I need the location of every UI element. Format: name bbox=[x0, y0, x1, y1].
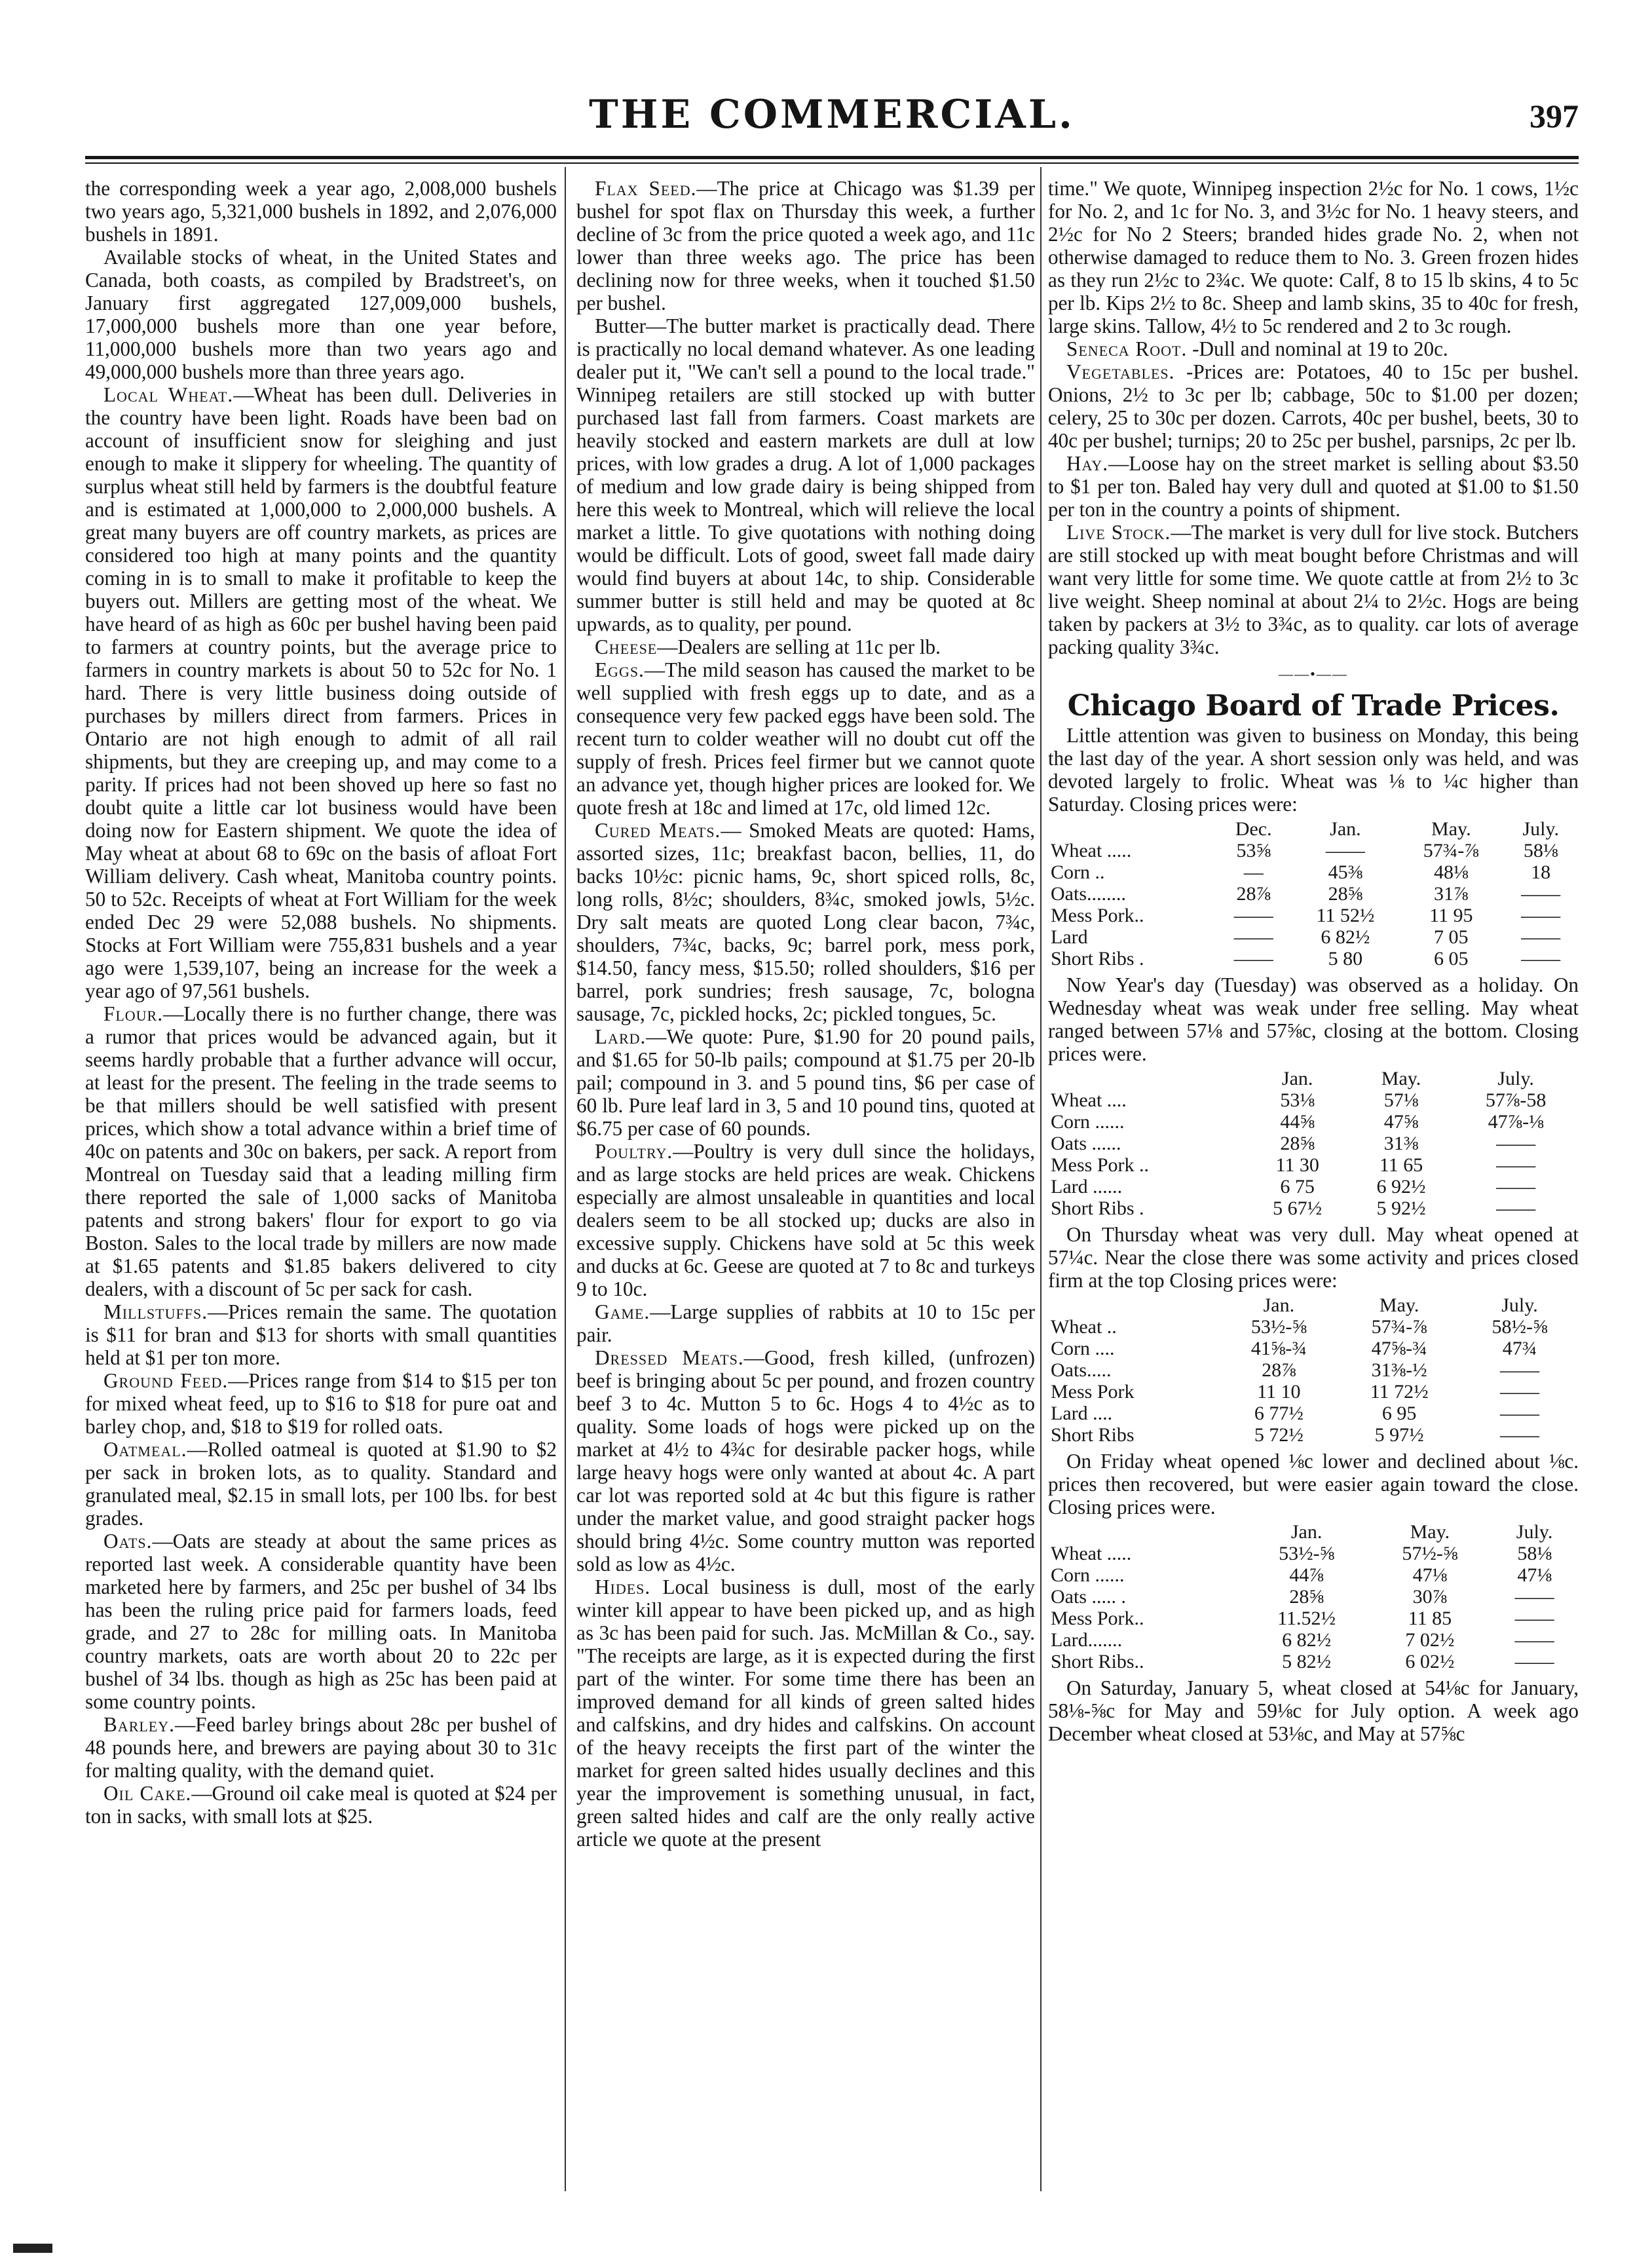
price-cell: —— bbox=[1514, 1629, 1554, 1651]
price-cell: 11 52½ bbox=[1316, 905, 1375, 926]
price-cell: 58⅛ bbox=[1523, 840, 1558, 861]
commodity-label: Mess Pork.. bbox=[1051, 1608, 1144, 1629]
commodity-label: Lard....... bbox=[1051, 1629, 1123, 1651]
item-label: Butter bbox=[595, 314, 646, 337]
table-row bbox=[1048, 1197, 1579, 1219]
paragraph: time." We quote, Winnipeg inspection 2½c for No. 1 cows, 1½c for No. 2, and 1c for No. 3, and 3½c for No. 1 heavy steers, and 2½c for No 2 Steers; branded hides grade No. 2, when not otherwise damaged to reduce them to No. 3. Green frozen hides as they run 2½c to 2¾c. We quote: Calf, 8 to 15 lb skins, 4 to 5c per lb. Kips 2½ to 8c. Sheep and lamb skins, 35 to 40c for fresh, large skins. Tallow, 4½ to 5c rendered and 2 to 3c rough. bbox=[1048, 177, 1579, 337]
commodity-label: Mess Pork bbox=[1051, 1381, 1135, 1403]
commodity-label: Corn .... bbox=[1051, 1338, 1115, 1359]
price-cell: 11.52½ bbox=[1277, 1608, 1336, 1629]
price-cell: 28⅞ bbox=[1236, 883, 1271, 905]
item-text: —Poultry is very dull since the holidays, and as large stocks are held prices are weak. Chickens especially are almost unsaleable in quantities and local dealers seem to be all stocked up; ducks are also in excessive supply. Chickens have sold at 5c this week and ducks at 6c. Geese are quoted at 7 to 8c and turkeys 9 to 10c. bbox=[576, 1140, 1035, 1300]
table-header-row bbox=[1048, 1068, 1579, 1089]
item-label: Local Wheat. bbox=[103, 383, 234, 406]
price-cell: 57¾-⅞ bbox=[1371, 1316, 1427, 1338]
item-text: —We quote: Pure, $1.90 for 20 pound pails, and $1.65 for 50-lb pails; compound at $1.75 per 20-lb pail; compound in 3. and 5 pound tins, $6 per case of 60 lb. Pure leaf lard in 3, 5 and 10 pound tins, quoted at $6.75 per case of 60 pounds. bbox=[576, 1025, 1035, 1140]
item-text: —Prices remain the same. The quotation is $11 for bran and $13 for shorts with small quantities held at $1 per ton more. bbox=[85, 1300, 557, 1369]
commodity-label: Corn ...... bbox=[1051, 1564, 1125, 1586]
column-header: May. bbox=[1410, 1521, 1450, 1543]
market-item-flax-seed bbox=[576, 177, 1035, 314]
commodity-label: Wheat ..... bbox=[1051, 1543, 1132, 1564]
item-text: —The market is very dull for live stock. Butchers are still stocked up with meat bought before Christmas and will want very little for some time. We quote cattle at from 2½ to 3c live weight. Sheep nominal at about 2¼ to 2½c. Hogs are being taken by packers at 3½ to 3¾c, as to quality. car lots of average packing quality 3¾c. bbox=[1048, 521, 1579, 658]
item-text: —Locally there is no further change, there was a rumor that prices would be advanced again, but it seems hardly probable that a further advance will occur, at least for the present. The feeling in the trade seems to be that millers should be well satisfied with present prices, which show a total advance within a brief time of 40c on patents and 30c on bakers, per sack. A report from Montreal on Tuesday said that a leading milling firm there reported the sale of 1,000 sacks of Manitoba patents and strong bakers' flour for export to go via Boston. Sales to the local trade by millers are now made at $1.65 patents and $1.85 bakers delivered to city dealers, with a discount of 5c per sack for cash. bbox=[85, 1002, 557, 1300]
column-header bbox=[1048, 818, 1216, 840]
column-header: July. bbox=[1497, 1068, 1534, 1089]
item-label: Ground Feed. bbox=[103, 1369, 229, 1392]
table-row bbox=[1048, 1608, 1579, 1629]
commodity-label: Wheat .... bbox=[1051, 1089, 1127, 1111]
price-cell: 11 95 bbox=[1429, 905, 1473, 926]
price-cell: 5 80 bbox=[1328, 948, 1363, 970]
item-text: —Wheat has been dull. Deliveries in the country have been light. Roads have been bad on account of insufficient snow for sleighing and just enough to make it slippery for wheeling. The quantity of surplus wheat still held by farmers is the doubtful feature and is estimated at 1,000,000 to 2,000,000 bushels. A great many buyers are off country markets, as prices are considered too high at many points and the quantity coming in is to small to make it profitable to keep the buyers out. Millers are getting most of the wheat. We have heard of as high as 60c per bushel having been paid to farmers at country points, but the average price to farmers in country markets is about 50 to 52c for No. 1 hard. There is very little business doing outside of purchases by millers direct from farmers. Prices in Ontario are not high enough to admit of all rail shipments, but they are creeping up, and may come to a parity. If prices had not been shoved up here so fast no doubt quite a little car lot business would have been doing now for Eastern shipment. We quote the idea of May wheat at about 68 to 69c on the basis of afloat Fort William delivery. Cash wheat, Manitoba country points. 50 to 52c. Receipts of wheat at Fort William for the week ended Dec 29 were 52,088 bushels. No shipments. Stocks at Fort William were 755,831 bushels and a year ago were 1,539,107, being an increase for the week a year ago of 97,561 bushels. bbox=[85, 383, 557, 1002]
item-label: Oil Cake. bbox=[103, 1782, 192, 1805]
table-row bbox=[1048, 1154, 1579, 1176]
table-row bbox=[1048, 1543, 1579, 1564]
table-row bbox=[1048, 1651, 1579, 1672]
price-cell: 6 77½ bbox=[1254, 1403, 1304, 1424]
item-label: Oats. bbox=[103, 1530, 153, 1553]
price-cell: 5 92½ bbox=[1376, 1197, 1426, 1219]
market-item-ground-feed bbox=[85, 1369, 557, 1438]
item-text: —Good, fresh killed, (unfrozen) beef is bringing about 5c per pound, and frozen country beef 3 to 4c. Mutton 5 to 6c. Hogs 4 to 4½c as to quality. Some loads of hogs were picked up on the market at 4½ to 4¾c for desirable packer hogs, while large heavy hogs were only wanted at about 4c. A part car lot was reported sold at 4c but this figure is rather under the market value, and good straight packer hogs should bring 4½c. Some country mutton was reported sold as low as 4½c. bbox=[576, 1346, 1035, 1575]
column-header: Jan. bbox=[1281, 1068, 1313, 1089]
price-cell: 47⅛ bbox=[1412, 1564, 1448, 1586]
table-row bbox=[1048, 1381, 1579, 1403]
market-item-millstuffs bbox=[85, 1300, 557, 1369]
column-header: Jan. bbox=[1330, 818, 1361, 840]
price-cell: —— bbox=[1496, 1154, 1536, 1176]
price-cell: —— bbox=[1499, 1381, 1539, 1403]
commodity-label: Corn ...... bbox=[1051, 1111, 1125, 1133]
commodity-label: Lard .... bbox=[1051, 1403, 1113, 1424]
price-cell: 47¾ bbox=[1502, 1338, 1537, 1359]
price-cell: —— bbox=[1521, 883, 1561, 905]
price-cell: —— bbox=[1521, 926, 1561, 948]
price-cell: 57¾-⅞ bbox=[1423, 840, 1479, 861]
column-header: July. bbox=[1522, 818, 1559, 840]
price-cell: 45⅜ bbox=[1328, 861, 1363, 883]
price-cell: —— bbox=[1514, 1586, 1554, 1608]
market-item-game bbox=[576, 1300, 1035, 1346]
table-row bbox=[1048, 1338, 1579, 1359]
market-item-dressed-meats bbox=[576, 1346, 1035, 1575]
table-row bbox=[1048, 926, 1579, 948]
item-text: —Rolled oatmeal is quoted at $1.90 to $2 per sack in broken lots, as to quality. Standard and granulated meal, $2.15 in small lots, per 100 lbs. for best grades. bbox=[85, 1438, 557, 1530]
item-text: —Ground oil cake meal is quoted at $24 per ton in sacks, with small lots at $25. bbox=[85, 1782, 557, 1828]
price-cell: —— bbox=[1325, 840, 1365, 861]
item-text: -Prices are: Potatoes, 40 to 15c per bushel. Onions, 2½ to 3c per lb; cabbage, 50c to $1.00 per dozen; celery, 25 to 30c per dozen. Carrots, 40c per bushel, beets, 30 to 40c per bushel; turnips; 20 to 25c per bushel, parsnips, 2c per lb. bbox=[1048, 360, 1579, 452]
commodity-label: Oats..... bbox=[1051, 1359, 1112, 1381]
publication-title: THE COMMERCIAL. bbox=[589, 92, 1075, 138]
market-item-seneca-root bbox=[1048, 337, 1579, 360]
item-text: Local business is dull, most of the early winter kill appear to have been picked up, and as high as 3c has been paid for such. Jas. McMillan & Co., say. "The receipts are large, as it is expected during the first part of the winter. For some time there has been an improved demand for all kinds of green salted hides and calfskins, and dry hides and calfskins. On account of the heavy receipts the first part of the winter the market for green salted hides usually declines and this year the improvement is something unusual, in fact, green salted hides and calf are the only really active article we quote at the present bbox=[576, 1575, 1036, 1851]
price-cell: 58⅛ bbox=[1517, 1543, 1552, 1564]
price-cell: 7 02½ bbox=[1405, 1629, 1455, 1651]
column-rule-2 bbox=[1040, 167, 1042, 2191]
price-cell: —— bbox=[1514, 1651, 1554, 1672]
price-cell: 11 85 bbox=[1408, 1608, 1452, 1629]
price-cell: —— bbox=[1499, 1424, 1539, 1446]
column-header: July. bbox=[1516, 1521, 1553, 1543]
section-heading: Chicago Board of Trade Prices. bbox=[1067, 689, 1560, 723]
column-header: May. bbox=[1381, 1068, 1421, 1089]
item-label: Cheese bbox=[595, 635, 658, 658]
price-cell: —— bbox=[1521, 948, 1561, 970]
price-cell: 53⅛ bbox=[1280, 1089, 1315, 1111]
table-row bbox=[1048, 1316, 1579, 1338]
commodity-label: Lard ...... bbox=[1051, 1176, 1123, 1197]
price-cell: 11 65 bbox=[1379, 1154, 1423, 1176]
price-cell: 57⅞-58 bbox=[1485, 1089, 1547, 1111]
page-number: 397 bbox=[1530, 98, 1579, 134]
price-cell: 28⅝ bbox=[1289, 1586, 1324, 1608]
price-cell: 48⅛ bbox=[1434, 861, 1469, 883]
price-cell: 6 82½ bbox=[1282, 1629, 1332, 1651]
price-cell: 31⅜-½ bbox=[1371, 1359, 1427, 1381]
market-item-flour bbox=[85, 1002, 557, 1300]
commodity-label: Oats........ bbox=[1051, 883, 1126, 905]
table-header-row bbox=[1048, 1294, 1579, 1316]
table-row bbox=[1048, 1111, 1579, 1133]
market-item-hay bbox=[1048, 452, 1579, 521]
column-2 bbox=[576, 177, 1035, 1851]
market-item-eggs bbox=[576, 658, 1035, 819]
column-3 bbox=[1048, 177, 1579, 1745]
price-cell: 11 30 bbox=[1275, 1154, 1319, 1176]
paragraph: On Saturday, January 5, wheat closed at 54⅛c for January, 58⅛-⅝c for May and 59⅛c for July option. A week ago December wheat closed at 53⅛c, and May at 57⅝c bbox=[1048, 1676, 1579, 1745]
market-item-poultry bbox=[576, 1140, 1035, 1300]
table-row bbox=[1048, 1424, 1579, 1446]
item-text: —The price at Chicago was $1.39 per bushel for spot flax on Thursday this week, a further decline of 3c from the price quoted a week ago, and 11c lower than three weeks ago. The price has been declining now for three weeks, when it touched $1.50 per bushel. bbox=[576, 177, 1035, 314]
price-cell: 53½-⅝ bbox=[1250, 1316, 1307, 1338]
item-label: Barley. bbox=[103, 1713, 175, 1736]
price-cell: — bbox=[1243, 861, 1264, 883]
item-text: —Loose hay on the street market is selling about $3.50 to $1 per ton. Baled hay very dull and quoted at $1.00 to $1.50 per ton in the country a points of shipment. bbox=[1048, 452, 1579, 521]
market-item-oatmeal bbox=[85, 1438, 557, 1530]
price-cell: —— bbox=[1233, 905, 1273, 926]
column-header: May. bbox=[1379, 1294, 1419, 1316]
price-cell: —— bbox=[1233, 948, 1273, 970]
column-header: May. bbox=[1431, 818, 1471, 840]
commodity-label: Short Ribs . bbox=[1051, 948, 1144, 970]
paragraph: On Thursday wheat was very dull. May wheat opened at 57¼c. Near the close there was some activity and prices closed firm at the top Closing prices were: bbox=[1048, 1223, 1579, 1292]
item-label: Hay. bbox=[1066, 452, 1109, 475]
price-table-wednesday bbox=[1048, 1068, 1579, 1219]
price-cell: 6 05 bbox=[1434, 948, 1469, 970]
table-row bbox=[1048, 1089, 1579, 1111]
market-item-butter bbox=[576, 314, 1035, 635]
price-cell: 47⅝ bbox=[1383, 1111, 1419, 1133]
price-cell: —— bbox=[1499, 1403, 1539, 1424]
paragraph: On Friday wheat opened ⅛c lower and declined about ⅛c. prices then recovered, but were easier again toward the close. Closing prices were. bbox=[1048, 1450, 1579, 1518]
price-cell: 44⅝ bbox=[1280, 1111, 1315, 1133]
price-cell: 30⅞ bbox=[1412, 1586, 1448, 1608]
item-label: Game. bbox=[595, 1300, 650, 1323]
item-label: Poultry. bbox=[595, 1140, 673, 1163]
item-text: —Prices range from $14 to $15 per ton for mixed wheat feed, up to $16 to $18 for pure oat and barley chop, and, $18 to $19 for rolled oats. bbox=[85, 1369, 557, 1438]
price-cell: 6 95 bbox=[1381, 1403, 1417, 1424]
column-header: Dec. bbox=[1235, 818, 1272, 840]
price-cell: 47⅞-⅛ bbox=[1488, 1111, 1544, 1133]
market-item-oil-cake bbox=[85, 1782, 557, 1828]
column-header bbox=[1048, 1294, 1220, 1316]
paragraph: the corresponding week a year ago, 2,008,000 bushels two years ago, 5,321,000 bushels in 1892, and 2,076,000 bushels in 1891. bbox=[85, 177, 557, 246]
table-header-row bbox=[1048, 818, 1579, 840]
item-label: Flour. bbox=[103, 1002, 164, 1025]
price-cell: —— bbox=[1514, 1608, 1554, 1629]
price-cell: 58½-⅝ bbox=[1492, 1316, 1548, 1338]
commodity-label: Wheat .. bbox=[1051, 1316, 1117, 1338]
table-row bbox=[1048, 1586, 1579, 1608]
table-row bbox=[1048, 840, 1579, 861]
price-cell: —— bbox=[1499, 1359, 1539, 1381]
item-text: —The butter market is practically dead. There is practically no local demand whatever. As one leading dealer put it, "We can't sell a pound to the local trade." Winnipeg retailers are still stocked up with butter purchased last fall from farmers. Coast markets are heavily stocked and eastern markets are dull at low prices, with low grades a drug. A lot of 1,000 packages of medium and low grade dairy is being shipped from here this week to Montreal, which will relieve the local market a little. To give quotations with nothing doing would be difficult. Lots of good, sweet fall made dairy would find buyers at about 14c, to ship. Considerable summer butter is still held and may be quoted at 8c upwards, as to quality, per pound. bbox=[576, 314, 1035, 635]
item-text: —Large supplies of rabbits at 10 to 15c per pair. bbox=[576, 1300, 1035, 1346]
item-label: Lard. bbox=[595, 1025, 647, 1048]
table-row bbox=[1048, 1403, 1579, 1424]
masthead bbox=[85, 92, 1579, 151]
price-cell: 5 97½ bbox=[1374, 1424, 1424, 1446]
price-cell: 41⅝-¾ bbox=[1250, 1338, 1307, 1359]
header-rule-thin bbox=[85, 162, 1579, 164]
column-rule-1 bbox=[565, 167, 566, 2191]
paragraph: Little attention was given to business on Monday, this being the last day of the year. A short session only was held, and was devoted largely to frolic. Wheat was ⅛ to ¼c higher than Saturday. Closing prices were: bbox=[1048, 724, 1579, 816]
price-cell: —— bbox=[1496, 1133, 1536, 1154]
price-cell: 28⅞ bbox=[1262, 1359, 1296, 1381]
commodity-label: Lard bbox=[1051, 926, 1088, 948]
table-header-row bbox=[1048, 1521, 1579, 1543]
column-header: July. bbox=[1501, 1294, 1538, 1316]
commodity-label: Short Ribs . bbox=[1051, 1197, 1144, 1219]
price-cell: 5 82½ bbox=[1282, 1651, 1332, 1672]
price-cell: 47⅛ bbox=[1517, 1564, 1552, 1586]
item-label: Cured Meats. bbox=[595, 819, 721, 842]
commodity-label: Mess Pork.. bbox=[1051, 905, 1144, 926]
market-item-barley bbox=[85, 1713, 557, 1782]
price-cell: 6 02½ bbox=[1405, 1651, 1455, 1672]
market-item-live-stock bbox=[1048, 521, 1579, 658]
column-header: Jan. bbox=[1263, 1294, 1295, 1316]
price-cell: 6 82½ bbox=[1321, 926, 1370, 948]
scan-mark bbox=[13, 2244, 52, 2253]
price-cell: 6 75 bbox=[1280, 1176, 1315, 1197]
table-row bbox=[1048, 905, 1579, 926]
price-cell: 11 10 bbox=[1257, 1381, 1301, 1403]
column-1 bbox=[85, 177, 557, 1828]
table-row bbox=[1048, 948, 1579, 970]
price-cell: 31⅜ bbox=[1383, 1133, 1419, 1154]
price-cell: 18 bbox=[1531, 861, 1551, 883]
table-row bbox=[1048, 883, 1579, 905]
price-cell: 7 05 bbox=[1434, 926, 1469, 948]
commodity-label: Mess Pork .. bbox=[1051, 1154, 1150, 1176]
item-label: Dressed Meats. bbox=[595, 1346, 744, 1369]
item-label: Hides. bbox=[595, 1575, 651, 1598]
table-row bbox=[1048, 1359, 1579, 1381]
market-item-local-wheat bbox=[85, 383, 557, 1002]
item-text: —Feed barley brings about 28c per bushel of 48 pounds here, and brewers are paying about 30 to 31c for malting quality, with the demand quiet. bbox=[85, 1713, 557, 1782]
item-text: — Smoked Meats are quoted: Hams, assorted sizes, 11c; breakfast bacon, bellies, 11, do backs 10½c: picnic hams, 9c, short spiced rolls, 8c, long rolls, 8½c; shoulders, 8¾c, smoked jowls, 5½c. Dry salt meats are quoted Long clear bacon, 7¾c, shoulders, 7¾c, backs, 9c; barrel pork, mess pork, $14.50, fancy mess, $15.50; rolled shoulders, $16 per barrel, pork sundries; fresh sausage, 7c, bologna sausage, 7c, pickled hocks, 2c; pickled tongues, 5c. bbox=[576, 819, 1036, 1025]
price-table-monday bbox=[1048, 818, 1579, 970]
paragraph: Available stocks of wheat, in the United States and Canada, both coasts, as compiled by Bradstreet's, on January first aggregated 127,009,000 bushels, 17,000,000 bushels more than one year before, 11,000,000 bushels more than two years ago and 49,000,000 bushels more than three years ago. bbox=[85, 246, 557, 383]
price-cell: 28⅝ bbox=[1280, 1133, 1315, 1154]
price-cell: 11 72½ bbox=[1370, 1381, 1429, 1403]
table-row bbox=[1048, 861, 1579, 883]
table-row bbox=[1048, 1564, 1579, 1586]
item-text: —Oats are steady at about the same prices as reported last week. A considerable quantity have been marketed here by farmers, and 25c per bushel of 34 lbs has been the ruling price paid for farmers loads, feed grade, and 27 to 28c for milling oats. In Manitoba country markets, oats are worth about 20 to 22c per bushel of 34 lbs. though as high as 25c has been paid at some country points. bbox=[85, 1530, 557, 1713]
market-item-lard bbox=[576, 1025, 1035, 1140]
item-text: —Dealers are selling at 11c per lb. bbox=[657, 635, 941, 658]
item-label: Eggs. bbox=[595, 658, 645, 681]
header-rule-thick bbox=[85, 156, 1579, 159]
price-cell: 5 72½ bbox=[1254, 1424, 1304, 1446]
item-label: Millstuffs. bbox=[103, 1300, 208, 1323]
market-item-hides bbox=[576, 1575, 1035, 1851]
paragraph: Now Year's day (Tuesday) was observed as a holiday. On Wednesday wheat was weak under free selling. May wheat ranged between 57⅛ and 57⅝c, closing at the bottom. Closing prices were. bbox=[1048, 973, 1579, 1065]
column-header bbox=[1048, 1068, 1246, 1089]
price-cell: —— bbox=[1496, 1176, 1536, 1197]
item-label: Vegetables. bbox=[1066, 360, 1175, 383]
table-row bbox=[1048, 1629, 1579, 1651]
section-divider: ——•—— bbox=[1279, 666, 1348, 682]
item-text: —The mild season has caused the market to be well supplied with fresh eggs up to date, and as a consequence very few packed eggs have been sold. The recent turn to colder weather will no doubt cut off the supply of fresh. Prices feel firmer but we cannot quote an advance yet, though higher prices are looked for. We quote fresh at 18c and limed at 17c, old limed 12c. bbox=[576, 658, 1035, 819]
price-table-friday bbox=[1048, 1521, 1579, 1672]
price-cell: 53⅝ bbox=[1236, 840, 1271, 861]
commodity-label: Wheat ..... bbox=[1051, 840, 1132, 861]
price-cell: —— bbox=[1521, 905, 1561, 926]
item-label: Oatmeal. bbox=[103, 1438, 187, 1461]
price-cell: 28⅝ bbox=[1328, 883, 1363, 905]
item-text: -Dull and nominal at 19 to 20c. bbox=[1187, 337, 1448, 360]
price-cell: 57⅛ bbox=[1383, 1089, 1419, 1111]
commodity-label: Short Ribs.. bbox=[1051, 1651, 1144, 1672]
market-item-cheese bbox=[576, 635, 1035, 658]
market-item-vegetables bbox=[1048, 360, 1579, 452]
item-label: Seneca Root. bbox=[1066, 337, 1188, 360]
table-row bbox=[1048, 1133, 1579, 1154]
price-cell: 53½-⅝ bbox=[1279, 1543, 1335, 1564]
commodity-label: Oats ..... . bbox=[1051, 1586, 1126, 1608]
commodity-label: Oats ...... bbox=[1051, 1133, 1121, 1154]
commodity-label: Corn .. bbox=[1051, 861, 1105, 883]
item-label: Live Stock. bbox=[1066, 521, 1171, 544]
market-item-oats bbox=[85, 1530, 557, 1713]
commodity-label: Short Ribs bbox=[1051, 1424, 1135, 1446]
price-cell: —— bbox=[1496, 1197, 1536, 1219]
price-cell: 47⅝-¾ bbox=[1371, 1338, 1427, 1359]
price-table-thursday bbox=[1048, 1294, 1579, 1446]
market-item-cured-meats bbox=[576, 819, 1035, 1025]
price-cell: 31⅞ bbox=[1434, 883, 1469, 905]
column-header bbox=[1048, 1521, 1244, 1543]
item-label: Flax Seed. bbox=[595, 177, 697, 200]
price-cell: 57½-⅝ bbox=[1402, 1543, 1458, 1564]
price-cell: 6 92½ bbox=[1376, 1176, 1426, 1197]
price-cell: —— bbox=[1233, 926, 1273, 948]
table-row bbox=[1048, 1176, 1579, 1197]
column-header: Jan. bbox=[1290, 1521, 1323, 1543]
price-cell: 5 67½ bbox=[1273, 1197, 1323, 1219]
price-cell: 44⅞ bbox=[1289, 1564, 1324, 1586]
